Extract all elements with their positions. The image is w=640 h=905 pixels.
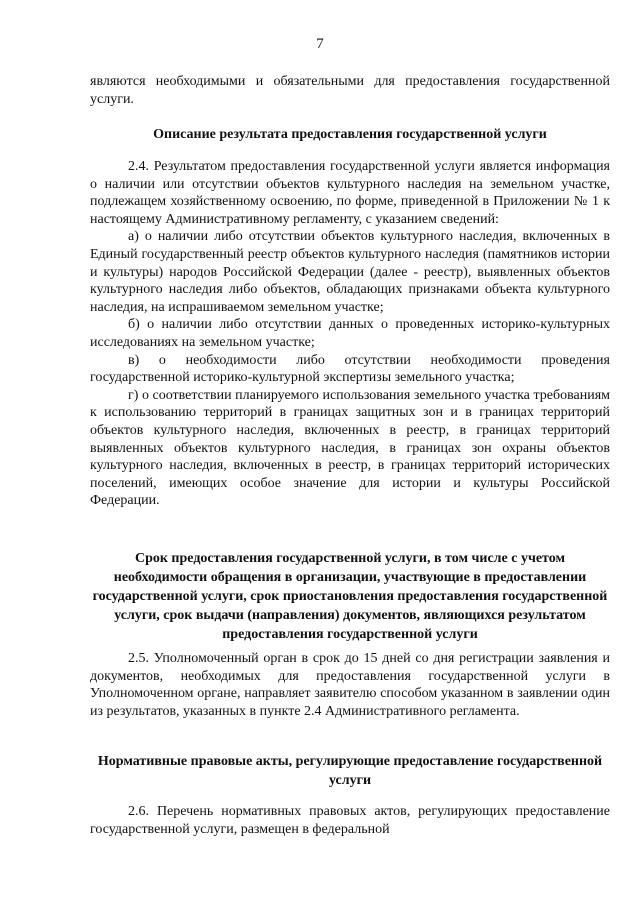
continuation-paragraph: [90, 73, 610, 108]
list-item-g: г) о соответствии планируемого использования земельного участка требованиям к использованию территорий в границах защитных зон и в границах территорий объектов культурного наследия, включенных в реестр, в границах территорий выявленных объектов культурного наследия, в границах зон охраны объектов культурного наследия, включенных в реестр, в границах территорий исторических поселений, имеющих особое значение для истории и культуры Российской Федерации.: [90, 387, 610, 509]
section-2-5: [90, 650, 610, 720]
section-2-6: [90, 803, 610, 838]
page-number: 7: [316, 36, 324, 52]
paragraph-2-4: 2.4. Результатом предоставления государственной услуги является информация о наличии или отсутствии объектов культурного наследия на земельном участке, подлежащем хозяйственному освоению, по форме, приведенной в Приложении № 1 к настоящему Административному регламенту, с указанием сведений:: [90, 159, 610, 227]
heading-acts: Нормативные правовые акты, регулирующие предоставление государственной услуги: [97, 754, 603, 788]
continuation-text: являются необходимыми и обязательными для предоставления государственной услуги.: [90, 74, 610, 107]
list-item-a: а) о наличии либо отсутствии объектов культурного наследия, включенных в Единый государственный реестр объектов культурного наследия (памятников истории и культуры) народов Российской Федерации (далее - реестр), выявленных объектов культурного наследия либо объектов, обладающих признаками объекта культурного наследия, на испрашиваемом земельном участке;: [90, 229, 610, 315]
paragraph-2-6: 2.6. Перечень нормативных правовых актов, регулирующих предоставление государственной услуги, размещен в федеральной: [90, 804, 610, 837]
heading-term: Срок предоставления государственной услуги, в том числе с учетом необходимости обращения в организации, участвующие в предоставлении государственной услуги, срок приостановления предоставления государственной услуги, срок выдачи (направления) документов, являющихся результатом предоставления государственной услуги: [92, 551, 608, 642]
list-item-v: в) о необходимости либо отсутствии необходимости проведения государственной историко-культурной экспертизы земельного участка;: [90, 352, 610, 386]
section-2-4: [90, 158, 610, 510]
list-item-b: б) о наличии либо отсутствии данных о проведенных историко-культурных исследованиях на земельном участке;: [90, 317, 610, 350]
heading-result: Описание результата предоставления государственной услуги: [153, 127, 547, 142]
paragraph-2-5: 2.5. Уполномоченный орган в срок до 15 дней со дня регистрации заявления и документов, необходимых для предоставления государственной услуги в Уполномоченном органе, направляет заявителю способом указанном в заявлении один из результатов, указанных в пункте 2.4 Административного регламента.: [90, 651, 610, 719]
